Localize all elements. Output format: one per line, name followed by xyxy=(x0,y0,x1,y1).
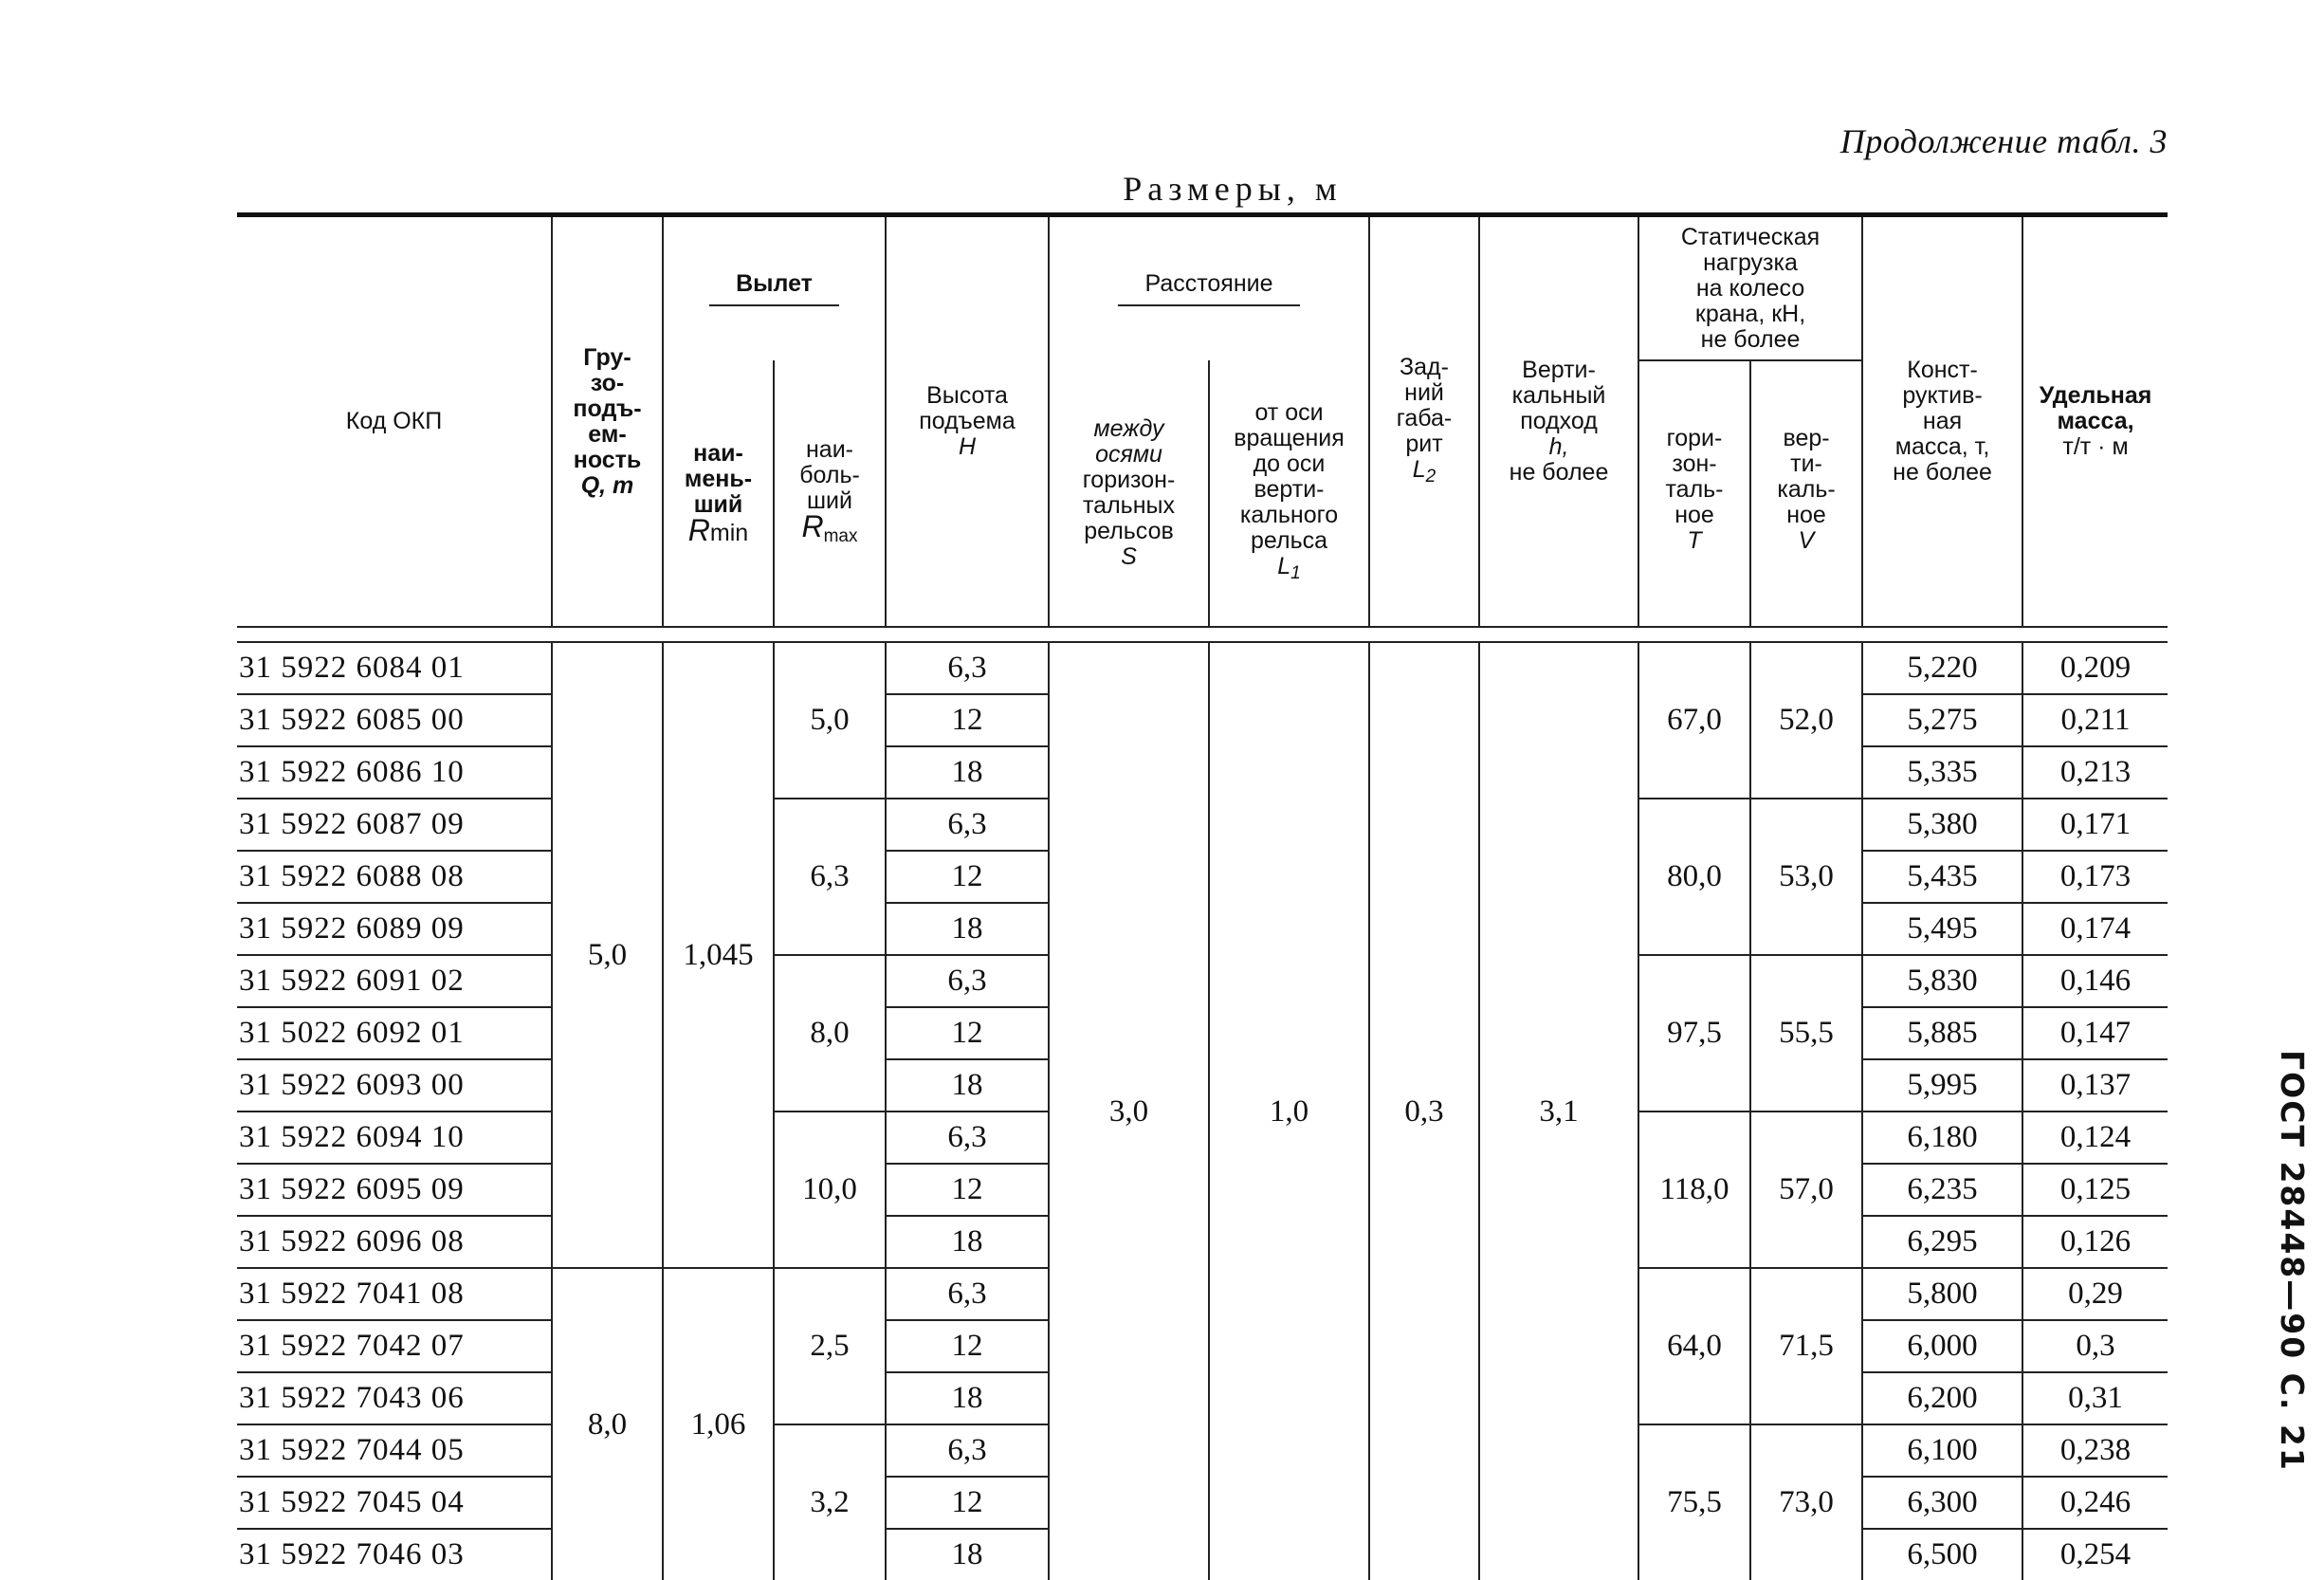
specific-mass-cell: 0,254 xyxy=(2022,1529,2168,1580)
design-mass-cell: 5,995 xyxy=(1862,1059,2022,1112)
capacity-cell: 8,0 xyxy=(552,1268,663,1580)
load-vertical-cell: 53,0 xyxy=(1750,799,1862,955)
table-row xyxy=(237,642,2168,694)
header-reach-max: наи- боль- ший $R_{max}$ xyxy=(774,360,886,627)
height-cell: 6,3 xyxy=(886,1268,1049,1320)
crane-parameters-table xyxy=(237,212,2168,1580)
code-cell: 31 5922 7044 05 xyxy=(237,1424,552,1477)
design-mass-cell: 5,380 xyxy=(1862,799,2022,851)
design-mass-cell: 6,200 xyxy=(1862,1372,2022,1424)
design-mass-cell: 5,800 xyxy=(1862,1268,2022,1320)
design-mass-cell: 6,000 xyxy=(1862,1320,2022,1372)
design-mass-cell: 5,435 xyxy=(1862,851,2022,903)
specific-mass-cell: 0,3 xyxy=(2022,1320,2168,1372)
reach-max-cell: 5,0 xyxy=(774,642,886,799)
specific-mass-cell: 0,146 xyxy=(2022,955,2168,1007)
code-cell: 31 5922 7045 04 xyxy=(237,1477,552,1529)
height-cell: 18 xyxy=(886,1216,1049,1268)
side-stamp xyxy=(2271,1049,2313,1472)
height-cell: 6,3 xyxy=(886,1112,1049,1164)
load-vertical-cell: 57,0 xyxy=(1750,1112,1862,1268)
height-cell: 12 xyxy=(886,1007,1049,1059)
table-header xyxy=(237,215,2168,643)
specific-mass-cell: 0,124 xyxy=(2022,1112,2168,1164)
load-horizontal-cell: 75,5 xyxy=(1638,1424,1750,1580)
height-cell: 18 xyxy=(886,1529,1049,1580)
code-cell: 31 5922 6095 09 xyxy=(237,1164,552,1216)
design-mass-cell: 6,295 xyxy=(1862,1216,2022,1268)
height-cell: 12 xyxy=(886,851,1049,903)
specific-mass-cell: 0,29 xyxy=(2022,1268,2168,1320)
height-cell: 6,3 xyxy=(886,955,1049,1007)
reach-max-cell: 6,3 xyxy=(774,799,886,955)
distance-s-cell: 3,0 xyxy=(1049,642,1209,1580)
code-cell: 31 5922 6085 00 xyxy=(237,694,552,746)
header-separator xyxy=(237,627,2168,642)
header-wheel-load-group: Статическая нагрузка на колесо крана, кН, не более xyxy=(1638,215,1862,361)
design-mass-cell: 5,275 xyxy=(1862,694,2022,746)
code-cell: 31 5922 6088 08 xyxy=(237,851,552,903)
height-cell: 6,3 xyxy=(886,1424,1049,1477)
header-capacity: Гру- зо- подъ- ем- ность Q, т xyxy=(552,215,663,628)
header-distance-s: между осями горизон- тальных рельсов S xyxy=(1049,360,1209,627)
specific-mass-cell: 0,126 xyxy=(2022,1216,2168,1268)
height-cell: 12 xyxy=(886,1320,1049,1372)
vertical-approach-cell: 3,1 xyxy=(1479,642,1638,1580)
reach-max-cell: 3,2 xyxy=(774,1424,886,1580)
header-specific-mass: Удельная масса, т/т · м xyxy=(2022,215,2168,628)
height-cell: 12 xyxy=(886,1164,1049,1216)
load-horizontal-cell: 64,0 xyxy=(1638,1268,1750,1424)
height-cell: 18 xyxy=(886,1059,1049,1112)
code-cell: 31 5922 6084 01 xyxy=(237,642,552,694)
code-cell: 31 5922 6094 10 xyxy=(237,1112,552,1164)
reach-min-cell: 1,06 xyxy=(663,1268,774,1580)
height-cell: 18 xyxy=(886,1372,1049,1424)
rear-clearance-cell: 0,3 xyxy=(1369,642,1479,1580)
header-code: Код ОКП xyxy=(345,408,443,434)
table-body xyxy=(237,642,2168,1580)
header-distance-group: Расстояние xyxy=(1049,215,1369,361)
design-mass-cell: 5,495 xyxy=(1862,903,2022,955)
height-cell: 18 xyxy=(886,903,1049,955)
specific-mass-cell: 0,211 xyxy=(2022,694,2168,746)
design-mass-cell: 6,500 xyxy=(1862,1529,2022,1580)
load-vertical-cell: 71,5 xyxy=(1750,1268,1862,1424)
specific-mass-cell: 0,171 xyxy=(2022,799,2168,851)
sizes-title: Размеры, м xyxy=(1123,170,1343,208)
code-cell: 31 5022 6092 01 xyxy=(237,1007,552,1059)
code-cell: 31 5922 7043 06 xyxy=(237,1372,552,1424)
design-mass-cell: 5,335 xyxy=(1862,746,2022,799)
reach-max-cell: 10,0 xyxy=(774,1112,886,1268)
specific-mass-cell: 0,174 xyxy=(2022,903,2168,955)
reach-max-cell: 8,0 xyxy=(774,955,886,1112)
code-cell: 31 5922 6087 09 xyxy=(237,799,552,851)
header-height: Высота подъема H xyxy=(886,215,1049,628)
height-cell: 18 xyxy=(886,746,1049,799)
load-horizontal-cell: 67,0 xyxy=(1638,642,1750,799)
specific-mass-cell: 0,173 xyxy=(2022,851,2168,903)
code-cell: 31 5922 6093 00 xyxy=(237,1059,552,1112)
header-distance-l1: от оси вращения до оси верти- кального рельса $L_1$ xyxy=(1209,360,1369,627)
height-cell: 12 xyxy=(886,694,1049,746)
header-load-horizontal: гори- зон- таль- ное T xyxy=(1638,360,1750,627)
capacity-cell: 5,0 xyxy=(552,642,663,1268)
load-horizontal-cell: 97,5 xyxy=(1638,955,1750,1112)
code-cell: 31 5922 6089 09 xyxy=(237,903,552,955)
load-vertical-cell: 55,5 xyxy=(1750,955,1862,1112)
table-continuation-label: Продолжение табл. 3 xyxy=(1839,122,2168,160)
height-cell: 6,3 xyxy=(886,799,1049,851)
header-design-mass: Конст- руктив- ная масса, т, не более xyxy=(1862,215,2022,628)
height-cell: 12 xyxy=(886,1477,1049,1529)
design-mass-cell: 6,235 xyxy=(1862,1164,2022,1216)
design-mass-cell: 5,220 xyxy=(1862,642,2022,694)
header-rear-clearance: Зад- ний габа- рит $L_2$ xyxy=(1369,215,1479,628)
distance-l1-cell: 1,0 xyxy=(1209,642,1369,1580)
specific-mass-cell: 0,209 xyxy=(2022,642,2168,694)
header-vertical-approach: Верти- кальный подход h, не более xyxy=(1479,215,1638,628)
reach-max-cell: 2,5 xyxy=(774,1268,886,1424)
header-reach-min: наи- мень- ший Rmin xyxy=(663,360,774,627)
design-mass-cell: 6,180 xyxy=(1862,1112,2022,1164)
design-mass-cell: 5,830 xyxy=(1862,955,2022,1007)
code-cell: 31 5922 7041 08 xyxy=(237,1268,552,1320)
specific-mass-cell: 0,238 xyxy=(2022,1424,2168,1477)
code-cell: 31 5922 7046 03 xyxy=(239,1537,465,1571)
header-reach-group: Вылет xyxy=(663,215,886,361)
code-cell: 31 5922 7042 07 xyxy=(237,1320,552,1372)
reach-min-cell: 1,045 xyxy=(663,642,774,1268)
design-mass-cell: 5,885 xyxy=(1862,1007,2022,1059)
specific-mass-cell: 0,125 xyxy=(2022,1164,2168,1216)
design-mass-cell: 6,300 xyxy=(1862,1477,2022,1529)
load-horizontal-cell: 118,0 xyxy=(1638,1112,1750,1268)
specific-mass-cell: 0,31 xyxy=(2022,1372,2168,1424)
code-cell: 31 5922 6091 02 xyxy=(237,955,552,1007)
design-mass-cell: 6,100 xyxy=(1862,1424,2022,1477)
load-vertical-cell: 52,0 xyxy=(1750,642,1862,799)
code-cell: 31 5922 6086 10 xyxy=(237,746,552,799)
code-cell: 31 5922 6096 08 xyxy=(237,1216,552,1268)
header-load-vertical: вер- ти- каль- ное V xyxy=(1750,360,1862,627)
load-horizontal-cell: 80,0 xyxy=(1638,799,1750,955)
specific-mass-cell: 0,137 xyxy=(2022,1059,2168,1112)
height-cell: 6,3 xyxy=(886,642,1049,694)
specific-mass-cell: 0,246 xyxy=(2022,1477,2168,1529)
load-vertical-cell: 73,0 xyxy=(1750,1424,1862,1580)
side-stamp-text: ГОСТ 28448—90 С. 21 xyxy=(2273,1049,2311,1472)
specific-mass-cell: 0,213 xyxy=(2022,746,2168,799)
specific-mass-cell: 0,147 xyxy=(2022,1007,2168,1059)
